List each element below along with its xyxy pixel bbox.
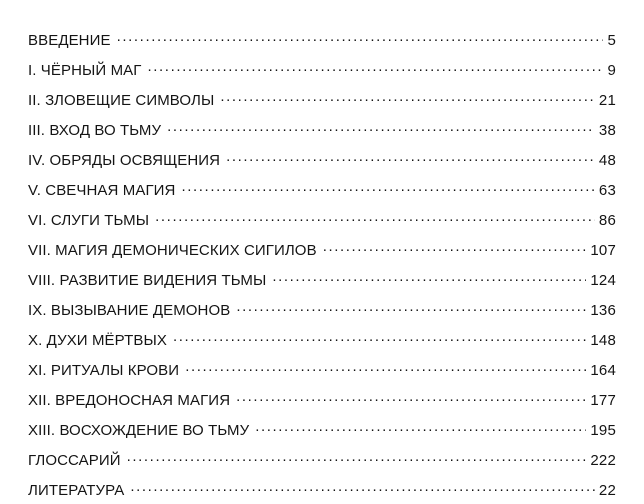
toc-entry[interactable]: [28, 450, 616, 468]
toc-leader-dots: [148, 60, 604, 75]
toc-entry-page-number: 177: [590, 392, 616, 409]
toc-entry-title: XI. РИТУАЛЫ КРОВИ: [28, 362, 180, 379]
toc-entry-title: ВВЕДЕНИЕ: [28, 32, 111, 49]
toc-entry[interactable]: [28, 360, 616, 378]
toc-entry-title: III. ВХОД ВО ТЬМУ: [28, 122, 162, 139]
toc-entry-page-number: 136: [590, 302, 616, 319]
toc-entry[interactable]: [28, 210, 616, 228]
toc-entry-title: IV. ОБРЯДЫ ОСВЯЩЕНИЯ: [28, 152, 221, 169]
toc-leader-dots: [323, 240, 587, 255]
toc-leader-dots: [236, 300, 586, 315]
toc-entry-page-number: 222: [590, 452, 616, 469]
toc-entry-title: XIII. ВОСХОЖДЕНИЕ ВО ТЬМУ: [28, 422, 250, 439]
toc-entry[interactable]: [28, 90, 616, 108]
toc-leader-dots: [127, 450, 587, 465]
toc-entry-title: XII. ВРЕДОНОСНАЯ МАГИЯ: [28, 392, 231, 409]
toc-entry-title: X. ДУХИ МЁРТВЫХ: [28, 332, 167, 349]
toc-leader-dots: [155, 210, 595, 225]
toc-entry-page-number: 5: [607, 32, 616, 49]
toc-entry[interactable]: [28, 30, 616, 48]
toc-entry[interactable]: [28, 330, 616, 348]
toc-entry-page-number: 9: [607, 62, 616, 79]
table-of-contents: [28, 30, 616, 498]
toc-entry-page-number: 22: [598, 482, 616, 499]
toc-entry[interactable]: [28, 390, 616, 408]
toc-leader-dots: [255, 420, 586, 435]
toc-entry-title: VI. СЛУГИ ТЬМЫ: [28, 212, 150, 229]
toc-entry[interactable]: [28, 60, 616, 78]
toc-leader-dots: [117, 30, 604, 45]
toc-entry-page-number: 86: [598, 212, 616, 229]
toc-entry-title: V. СВЕЧНАЯ МАГИЯ: [28, 182, 176, 199]
toc-entry[interactable]: [28, 180, 616, 198]
toc-entry-title: II. ЗЛОВЕЩИЕ СИМВОЛЫ: [28, 92, 215, 109]
toc-leader-dots: [130, 480, 595, 495]
toc-entry[interactable]: [28, 120, 616, 138]
toc-leader-dots: [167, 120, 595, 135]
toc-entry-page-number: 63: [598, 182, 616, 199]
toc-entry-title: ГЛОССАРИЙ: [28, 452, 121, 469]
toc-leader-dots: [185, 360, 586, 375]
toc-entry-page-number: 21: [598, 92, 616, 109]
toc-leader-dots: [220, 90, 595, 105]
toc-entry-title: VII. МАГИЯ ДЕМОНИЧЕСКИХ СИГИЛОВ: [28, 242, 317, 259]
toc-entry-title: ЛИТЕРАТУРА: [28, 482, 125, 499]
toc-entry-title: VIII. РАЗВИТИЕ ВИДЕНИЯ ТЬМЫ: [28, 272, 267, 289]
toc-entry[interactable]: [28, 150, 616, 168]
toc-entry-page-number: 164: [590, 362, 616, 379]
toc-entry[interactable]: [28, 270, 616, 288]
toc-leader-dots: [272, 270, 586, 285]
toc-entry-page-number: 195: [590, 422, 616, 439]
toc-leader-dots: [181, 180, 594, 195]
toc-entry[interactable]: [28, 300, 616, 318]
toc-entry-page-number: 124: [590, 272, 616, 289]
toc-entry-title: I. ЧЁРНЫЙ МАГ: [28, 62, 142, 79]
toc-entry-page-number: 38: [598, 122, 616, 139]
toc-leader-dots: [226, 150, 595, 165]
toc-entry-page-number: 107: [590, 242, 616, 259]
toc-entry-page-number: 148: [590, 332, 616, 349]
toc-leader-dots: [236, 390, 586, 405]
toc-leader-dots: [173, 330, 586, 345]
toc-entry-title: IX. ВЫЗЫВАНИЕ ДЕМОНОВ: [28, 302, 231, 319]
toc-entry[interactable]: [28, 480, 616, 498]
toc-entry[interactable]: [28, 240, 616, 258]
toc-entry[interactable]: [28, 420, 616, 438]
toc-entry-page-number: 48: [598, 152, 616, 169]
